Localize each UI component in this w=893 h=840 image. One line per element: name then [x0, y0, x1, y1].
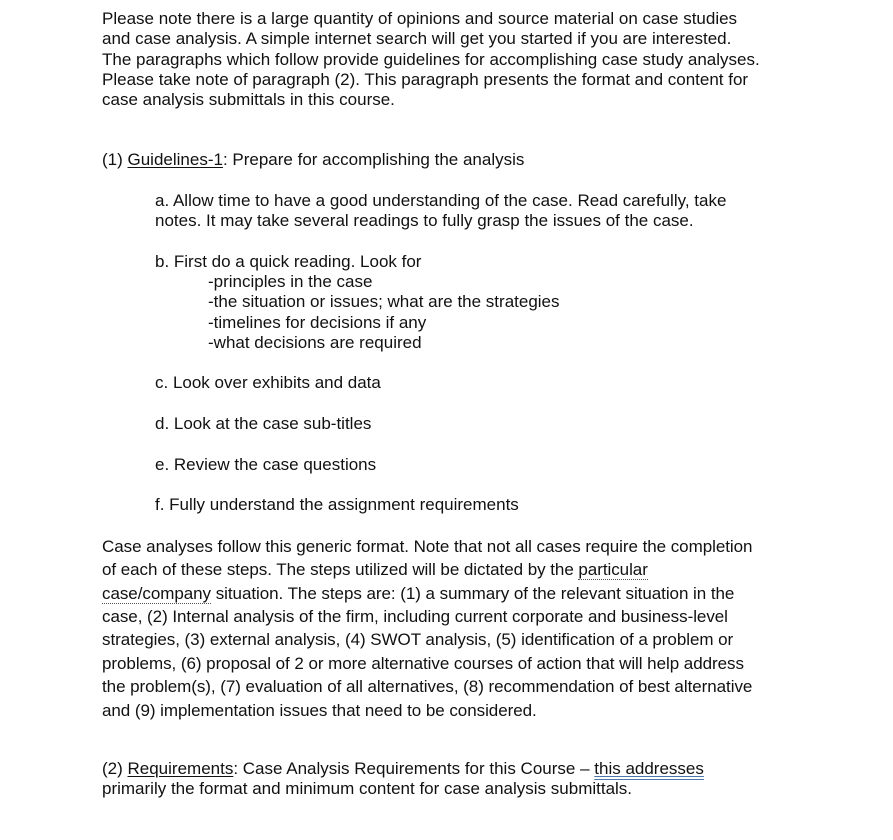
list-item: e. Review the case questions [155, 454, 377, 474]
sub-item: -principles in the case [208, 271, 373, 291]
grammar-flag: this addresses [594, 759, 704, 779]
item-b-lead: b. First do a quick reading. Look for [155, 251, 422, 271]
paragraph-line: the problem(s), (7) evaluation of all alternatives, (8) recommendation of best alternative [102, 677, 753, 697]
item-a-line: a. Allow time to have a good understanding of the case. Read carefully, take [155, 190, 727, 210]
intro-line: Please take note of paragraph (2). This paragraph presents the format and content for [102, 69, 749, 89]
sub-item: -the situation or issues; what are the strategies [208, 292, 560, 312]
paragraph-text: situation. The steps are: (1) a summary of the relevant situation in the [211, 583, 735, 603]
sub-item: -what decisions are required [208, 332, 422, 352]
list-item: c. Look over exhibits and data [155, 373, 381, 393]
intro-paragraph [102, 9, 802, 110]
paragraph-line: Case analyses follow this generic format. Note that not all cases require the completion [102, 536, 753, 556]
intro-line: Please note there is a large quantity of opinions and source material on case studies [102, 9, 738, 28]
intro-line: case analysis submittals in this course. [102, 90, 395, 110]
item-a-line: notes. It may take several readings to fully grasp the issues of the case. [155, 211, 694, 231]
intro-line: and case analysis. A simple internet search will get you started if you are interested. [102, 29, 732, 49]
list-item: f. Fully understand the assignment requirements [155, 495, 519, 515]
sub-item: -timelines for decisions if any [208, 312, 427, 332]
list-item [155, 252, 802, 353]
requirements-number: (2) [102, 759, 128, 779]
intro-line: The paragraphs which follow provide guidelines for accomplishing case study analyses. [102, 49, 760, 69]
paragraph-line: and (9) implementation issues that need to be considered. [102, 700, 537, 720]
guidelines-list [102, 191, 802, 516]
paragraph-line [102, 582, 802, 605]
requirements-title: : Case Analysis Requirements for this Course – [233, 759, 595, 779]
paragraph-line: problems, (6) proposal of 2 or more alternative courses of action that will help address [102, 653, 744, 673]
paragraph-line: strategies, (3) external analysis, (4) SWOT analysis, (5) identification of a problem or [102, 630, 734, 650]
requirements-paragraph [102, 759, 802, 800]
guidelines-term: Guidelines-1 [127, 150, 223, 170]
guidelines-title: : Prepare for accomplishing the analysis [222, 150, 525, 170]
requirements-heading [102, 759, 802, 779]
generic-format-paragraph [102, 535, 802, 722]
grammar-flag: particular [578, 560, 648, 580]
document-body [102, 9, 802, 800]
grammar-flag: case/company [102, 583, 212, 603]
guidelines-heading [102, 150, 802, 170]
paragraph-line: primarily the format and minimum content for case analysis submittals. [102, 779, 633, 799]
list-item: d. Look at the case sub-titles [155, 414, 372, 434]
guidelines-number: (1) [102, 150, 128, 170]
paragraph-line [102, 558, 802, 581]
paragraph-text: of each of these steps. The steps utilized will be dictated by the [102, 560, 579, 580]
requirements-term: Requirements [127, 759, 234, 779]
paragraph-line: case, (2) Internal analysis of the firm, including current corporate and business-level [102, 607, 728, 627]
list-item [155, 191, 802, 232]
